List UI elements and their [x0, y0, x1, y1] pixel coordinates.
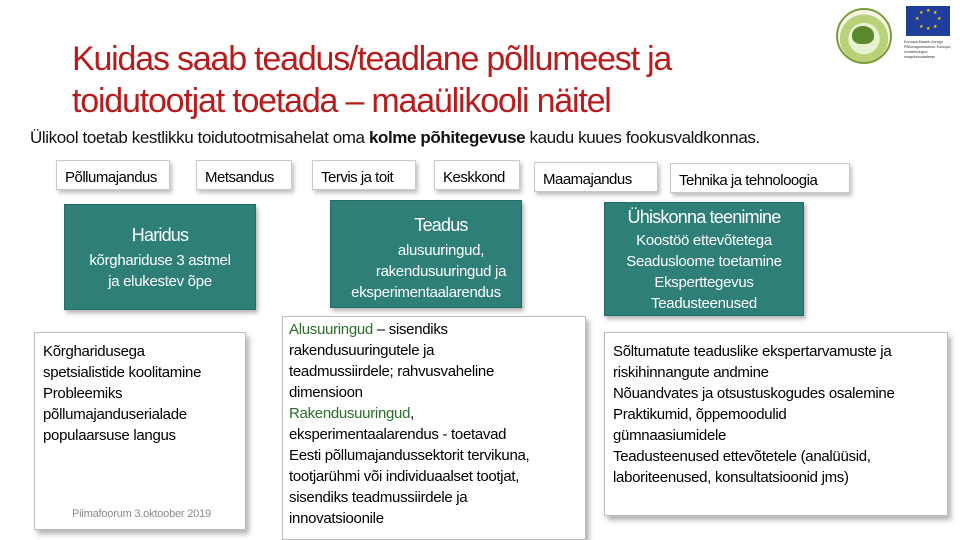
panel-line: laboriteenused, konsultatsioonid jms)	[613, 469, 849, 486]
panel-line: tootjarühmi või individuaalset tootjat,	[289, 468, 520, 485]
panel-line: innovatsioonile	[289, 510, 384, 527]
subtitle	[30, 128, 910, 148]
focus-label: Põllumajandus	[65, 169, 157, 186]
focus-label: Metsandus	[205, 169, 274, 186]
panel-line: eksperimentaalarendus - toetavad	[289, 426, 507, 443]
activity-uhiskond	[604, 202, 804, 316]
focus-area-tehnika	[670, 163, 850, 193]
activity-body-line: Koostöö ettevõtetega	[636, 232, 772, 249]
panel-line: Kõrgharidusega	[43, 343, 145, 360]
activity-body-line: rakendusuuringud ja	[375, 263, 507, 280]
focus-label: Maamajandus	[543, 171, 632, 188]
panel-line: – sisendiks	[372, 321, 448, 338]
panel-line: Probleemiks	[43, 385, 123, 402]
panel-line: populaarsuse langus	[43, 427, 176, 444]
activity-head: Haridus	[131, 225, 189, 245]
activity-body-line: Eksperttegevus	[654, 274, 754, 291]
focus-label: Keskkond	[443, 169, 505, 186]
panel-line: Teadusteenused ettevõtetele (analüüsid,	[613, 448, 871, 465]
activity-head: Ühiskonna teenimine	[627, 207, 781, 227]
title-line-2: toidutootjat toetada – maaülikooli näitel	[72, 82, 611, 120]
focus-area-pollumajandus	[56, 160, 170, 190]
panel-line: Eesti põllumajandussektorit tervikuna,	[289, 447, 530, 464]
panel-line: gümnaasiumidele	[613, 427, 727, 444]
panel-line: Nõuandvates ja otsustuskogudes osalemine	[613, 385, 895, 402]
focus-area-metsandus	[196, 160, 292, 190]
activity-teadus	[330, 200, 522, 308]
eu-caption: Euroopa Maaelu Arengu Põllumajandusfond: Euroopa investeeringud maapiirkondadesse	[904, 40, 951, 59]
focus-label: Tervis ja toit	[321, 169, 394, 186]
panel-line: ,	[410, 405, 415, 422]
panel-line: Praktikumid, õppemoodulid	[613, 406, 787, 423]
footer-text: Piimafoorum 3.oktoober 2019	[72, 508, 211, 520]
university-seal-icon	[836, 8, 892, 64]
focus-area-keskkond	[434, 160, 520, 190]
panel-line: dimensioon	[289, 384, 363, 401]
activity-haridus	[64, 204, 256, 310]
focus-label: Tehnika ja tehnoloogia	[679, 172, 818, 189]
activity-body-line: alusuuringud,	[397, 242, 485, 259]
title-line-1: Kuidas saab teadus/teadlane põllumeest ja	[72, 40, 672, 78]
activity-body-line: Teadusteenused	[651, 295, 757, 312]
panel-line: rakendusuuringutele ja	[289, 342, 435, 359]
panel-line: Sõltumatute teaduslike ekspertarvamuste ja	[613, 343, 892, 360]
panel-teadus	[282, 316, 586, 540]
activity-body-line: eksperimentaalarendus	[351, 284, 501, 301]
panel-haridus	[34, 332, 246, 530]
term-rakendusuuringud: Rakendusuuringud	[289, 405, 411, 422]
activity-head: Teadus	[414, 215, 468, 235]
activity-body-line: Seadusloome toetamine	[626, 253, 782, 270]
focus-area-maamajandus	[534, 162, 658, 192]
panel-line: riskihinnangute andmine	[613, 364, 769, 381]
subtitle-bold: kolme põhitegevuse	[368, 128, 526, 147]
panel-line: sisendiks teadmussiirdele ja	[289, 489, 468, 506]
panel-line: teadmussiirdele; rahvusvaheline	[289, 363, 494, 380]
subtitle-before: Ülikool toetab kestlikku toidutootmisahelat oma	[30, 128, 369, 147]
panel-line: spetsialistide koolitamine	[43, 364, 202, 381]
panel-uhiskond	[604, 332, 948, 516]
activity-body-line: kõrghariduse 3 astmel	[89, 252, 231, 269]
slide-title	[72, 38, 792, 122]
panel-line: põllumajanduserialade	[43, 406, 187, 423]
focus-area-tervis-ja-toit	[312, 160, 416, 190]
subtitle-after: kaudu kuues fookusvaldkonnas.	[525, 128, 760, 147]
activity-body-line: ja elukestev õpe	[108, 273, 212, 290]
term-alusuuringud: Alusuuringud	[289, 321, 373, 338]
eu-flag-icon: ★ ★ ★ ★ ★ ★ ★ ★	[906, 6, 950, 36]
